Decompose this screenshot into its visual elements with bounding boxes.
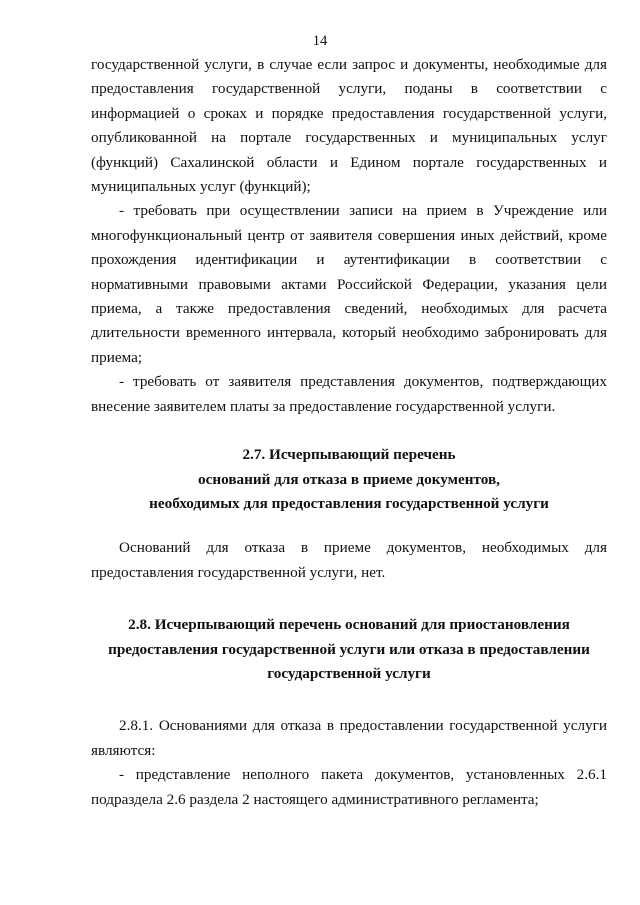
heading-line: 2.8. Исчерпывающий перечень оснований для приостановления xyxy=(128,616,570,634)
section-heading-2-8 xyxy=(91,613,607,686)
paragraph-continuation: государственной услуги, в случае если запрос и документы, необходимые для предоставления государственной услуги, поданы в соответствии с информацией о сроках и порядке предоставления государственной услуги, опубликованной на портале государственных и муниципальных услуг (функций) Сахалинской области и Едином портале государственных и муниципальных услуг (функций); xyxy=(91,56,607,196)
heading-line: предоставления государственной услуги или отказа в предоставлении xyxy=(108,640,590,658)
paragraph-requirement-appointment: - требовать при осуществлении записи на прием в Учреждение или многофункциональный центр от заявителя совершения иных действий, кроме прохождения идентификации и аутентификации в соответствии с нормативными правовыми актами Российской Федерации, указания цели приема, а также предоставления сведений, необходимых для расчета длительности временного интервала, который необходимо забронировать для приема; xyxy=(91,202,607,366)
heading-line: оснований для отказа в приеме документов, xyxy=(198,470,500,488)
heading-line: государственной услуги xyxy=(267,664,431,682)
paragraph-2-8-1: 2.8.1. Основаниями для отказа в предоставлении государственной услуги являются: xyxy=(91,717,607,759)
section-heading-2-7 xyxy=(91,443,607,516)
paragraph-requirement-payment: - требовать от заявителя представления документов, подтверждающих внесение заявителем платы за предоставление государственной услуги. xyxy=(91,373,607,415)
heading-line: 2.7. Исчерпывающий перечень xyxy=(242,446,456,464)
paragraph-incomplete-package: - представление неполного пакета документов, установленных 2.6.1 подраздела 2.6 раздела 2 настоящего административного регламента; xyxy=(91,766,607,808)
page-number: 14 xyxy=(312,33,328,49)
heading-line: необходимых для предоставления государственной услуги xyxy=(149,494,549,512)
document-body xyxy=(91,53,607,812)
paragraph-no-grounds: Оснований для отказа в приеме документов, необходимых для предоставления государственной услуги, нет. xyxy=(91,539,607,581)
